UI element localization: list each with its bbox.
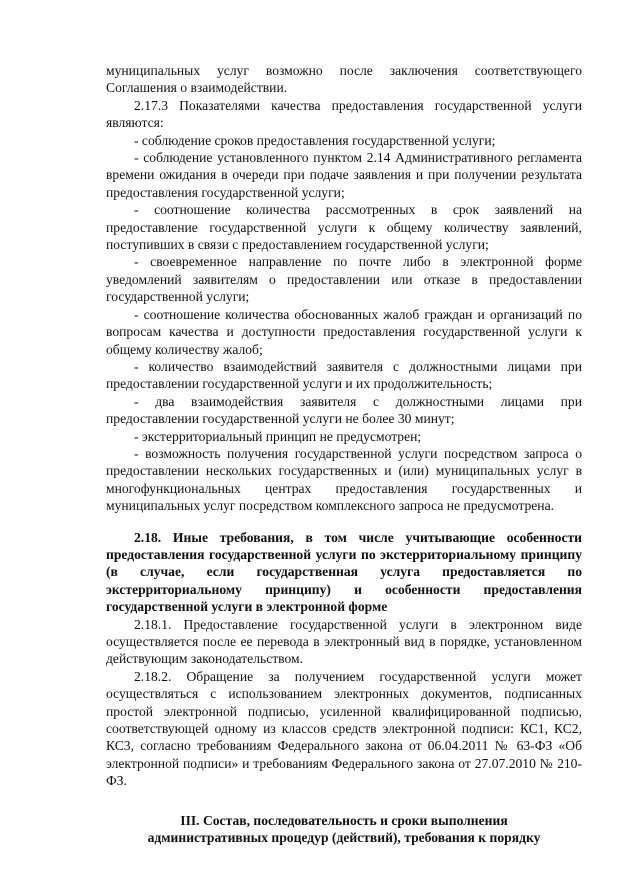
list-item: - соблюдение установленного пунктом 2.14 Административного регламента времени ожидания в очереди при подаче заявления и при получении результата предоставления государственной услуги; <box>106 150 582 200</box>
section-title-line-2: административных процедур (действий), требования к порядку <box>147 830 541 846</box>
section-title-line-1: III. Состав, последовательность и сроки выполнения <box>180 812 508 828</box>
list-item: - экстерриториальный принцип не предусмотрен; <box>134 428 422 444</box>
paragraph-2-17-3: 2.17.3 Показателями качества предоставления государственной услуги являются: <box>106 97 582 131</box>
section-III-heading <box>106 812 582 847</box>
list-item: - соотношение количества обоснованных жалоб граждан и организаций по вопросам качества и доступности предоставления государственной услуги к общему количеству жалоб; <box>106 306 582 357</box>
heading-2-18: 2.18. Иные требования, в том числе учитывающие особенности предоставления государственной услуги по экстерриториальному принципу (в случае, если государственная услуга предоставляется по экстерриториальному принципу) и особенности предоставления государственной услуги в электронной форме <box>106 529 582 615</box>
list-item: - два взаимодействия заявителя с должностными лицами при предоставлении государственной услуги не более 30 минут; <box>106 393 582 427</box>
paragraph-2-18-2: 2.18.2. Обращение за получением государственной услуги может осуществляться с использованием электронных документов, подписанных простой электронной подписью, усиленной квалифицированной подписью, соответствующей одному из классов средств электронной подписи: КС1, КС2, КС3, согласно требованиям Федерального закона от 06.04.2011 № 63-ФЗ «Об электронной подписи» и требованиям Федерального закона от 27.07.2010 № 210-ФЗ. <box>106 668 582 789</box>
paragraph-2-18-1: 2.18.1. Предоставление государственной услуги в электронном виде осуществляется после ее перевода в электронный вид в порядке, установленном действующим законодательством. <box>106 616 582 667</box>
list-item: - возможность получения государственной услуги посредством запроса о предоставлении нескольких государственных и (или) муниципальных услуг в многофункциональных центрах предоставления государственных и муниципальных услуг посредством комплексного запроса не предусмотрена. <box>106 445 582 514</box>
paragraph-continuation: муниципальных услуг возможно после заключения соответствующего Соглашения о взаимодействии. <box>106 63 582 96</box>
list-item: - соотношение количества рассмотренных в срок заявлений на предоставление государственной услуги к общему количеству заявлений, поступивших в связи с предоставлением государственной услуги; <box>106 202 582 253</box>
list-item: - соблюдение сроков предоставления государственной услуги; <box>134 132 496 148</box>
list-item: - количество взаимодействий заявителя с должностными лицами при предоставлении государственной услуги и их продолжительность; <box>106 358 582 392</box>
list-item: - своевременное направление по почте либо в электронной форме уведомлений заявителям о предоставлении или отказе в предоставлении государственной услуги; <box>106 254 582 305</box>
